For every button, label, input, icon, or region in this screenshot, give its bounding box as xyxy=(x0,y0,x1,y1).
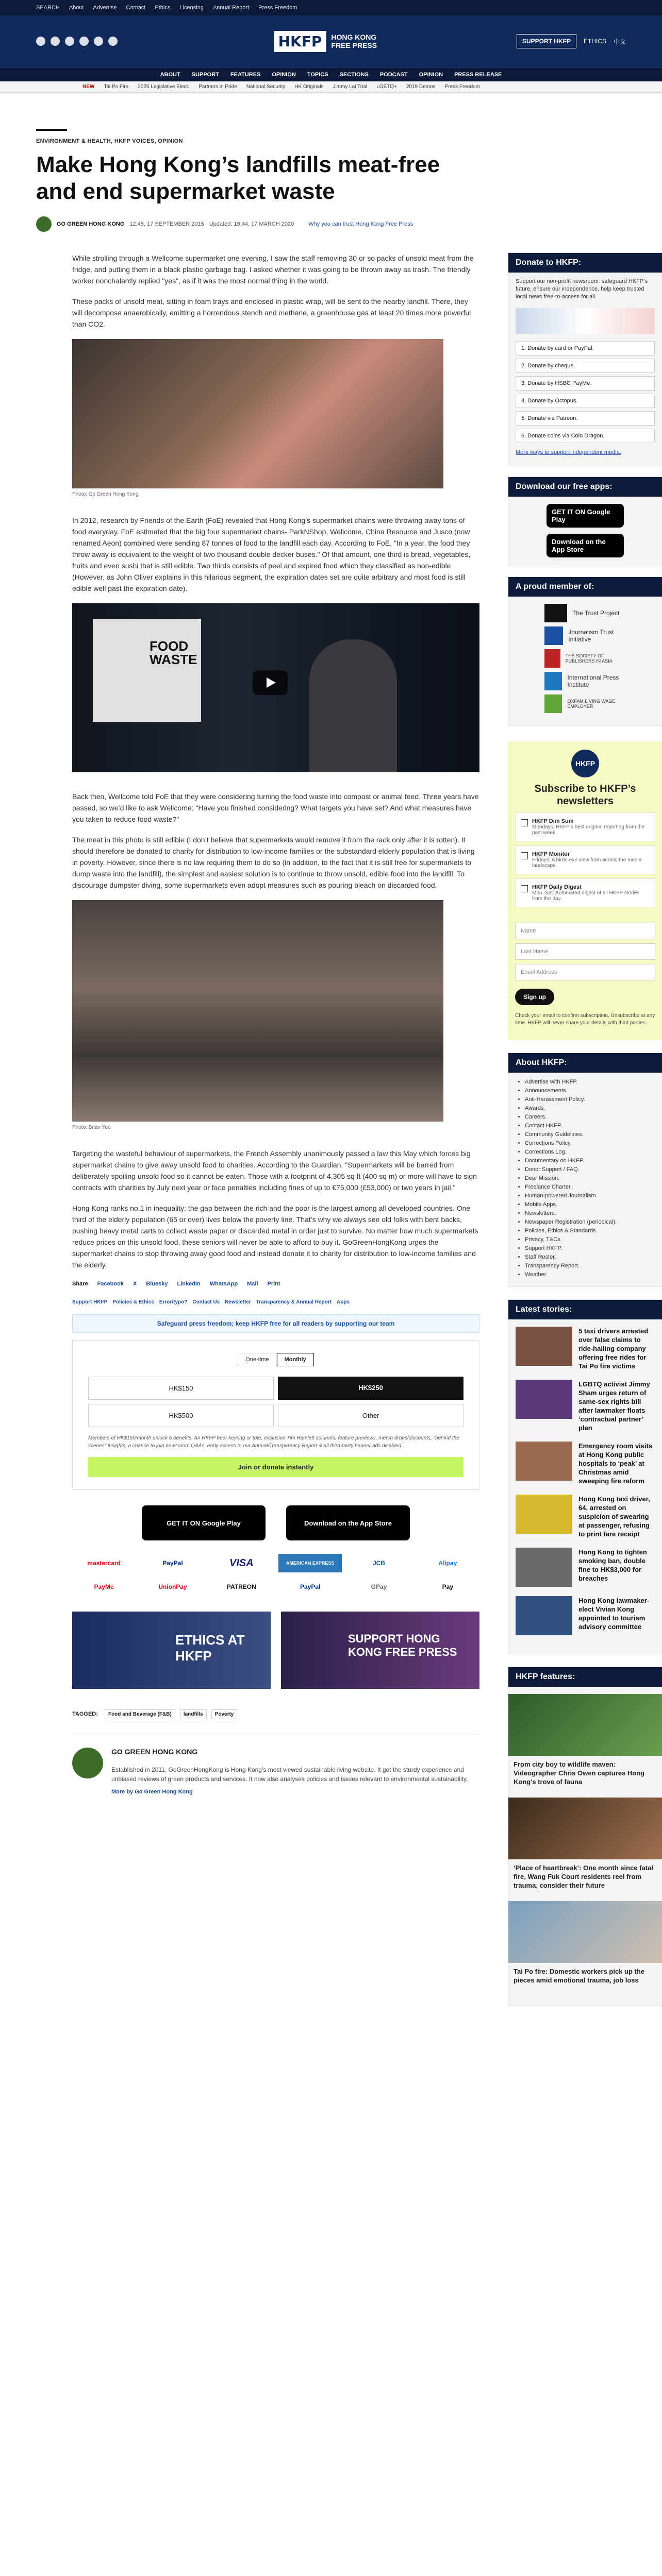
main-nav xyxy=(0,67,662,81)
about-link[interactable]: • Human-powered Journalism. xyxy=(525,1192,655,1200)
share-mail-link[interactable]: Mail xyxy=(247,1281,258,1287)
story-title: LGBTQ activist Jimmy Sham urges return of same-sex rights bill after lawmaker floats ‘contractual partner’ plan xyxy=(578,1380,650,1432)
nav-topics[interactable]: TOPICS xyxy=(307,71,328,78)
paypal-icon-2: PayPal xyxy=(300,1583,321,1590)
threads-icon[interactable] xyxy=(94,37,103,46)
social-icons xyxy=(36,37,118,46)
share-x-link[interactable]: X xyxy=(133,1281,137,1287)
author-more-link[interactable]: More by Go Green Hong Kong xyxy=(111,1789,193,1795)
google-play-badge[interactable]: GET IT ON Google Play xyxy=(142,1505,266,1540)
ticker-item[interactable]: LGBTQ+ xyxy=(376,84,397,90)
topbar-link-press-freedom[interactable]: Press Freedom xyxy=(258,5,297,11)
author-box-avatar[interactable] xyxy=(72,1748,103,1778)
donate-option-cheque[interactable]: 2. Donate by cheque. xyxy=(516,359,655,373)
donate-option-payme[interactable]: 3. Donate by HSBC PayMe. xyxy=(516,376,655,391)
nav-opinion[interactable]: OPINION xyxy=(272,71,296,78)
about-link[interactable]: • Transparency Report. xyxy=(525,1262,655,1270)
option-desc: Fridays: A birds-eye view from across the media landscape. xyxy=(532,857,642,869)
latest-story[interactable] xyxy=(516,1380,655,1432)
topbar-link-search[interactable]: SEARCH xyxy=(36,5,60,11)
ticker-item[interactable]: Jimmy Lai Trial xyxy=(333,84,368,90)
chinese-link[interactable]: 中文 xyxy=(613,38,626,45)
about-link[interactable]: • Freelance Charter. xyxy=(525,1183,655,1192)
tag-link[interactable]: Food and Beverage (F&B) xyxy=(105,1709,175,1719)
about-link[interactable]: • Corrections Log. xyxy=(525,1148,655,1157)
newsletter-option-dimsum[interactable] xyxy=(515,812,655,841)
promo-title: ETHICS AT HKFP xyxy=(175,1632,245,1664)
ethics-link[interactable]: ETHICS xyxy=(583,38,606,45)
member-label: THE SOCIETY OF PUBLISHERS IN ASIA xyxy=(565,653,613,664)
story-thumbnail xyxy=(516,1495,572,1534)
checkbox[interactable] xyxy=(521,885,528,892)
features-title: HKFP features: xyxy=(508,1667,662,1687)
nav-sections[interactable]: SECTIONS xyxy=(339,71,369,78)
donate-text: Support our non-profit newsroom: safeguard HKFP’s future, ensure our independence, help keep trusted local news free-to-access for all. xyxy=(516,278,648,300)
about-link[interactable]: • Weather. xyxy=(525,1270,655,1279)
nav-press-release[interactable]: PRESS RELEASE xyxy=(454,71,502,78)
feature-title: ‘Place of heartbreak’: One month since fatal fire, Wang Fuk Court residents reel from trauma, consider their future xyxy=(514,1864,653,1889)
about-link[interactable]: • Community Guidelines. xyxy=(525,1130,655,1139)
payme-icon: PayMe xyxy=(94,1583,114,1590)
video-embed[interactable] xyxy=(72,603,479,772)
ticker-item[interactable]: 2019 Demos xyxy=(406,84,436,90)
about-link[interactable]: • Policies, Ethics & Standards. xyxy=(525,1227,655,1235)
safeguard-banner: Safeguard press freedom; keep HKFP free for all readers by supporting our team xyxy=(72,1314,479,1333)
link-support[interactable]: Support HKFP xyxy=(72,1299,108,1305)
paragraph: Targeting the wasteful behaviour of supermarkets, the French Assembly unanimously passed a law this May which forces big supermarket chains to give away unsold food to charities. According to the Guardian, "Supermarkets will be barred from deliberately spoiling unsold food so it cannot be eaten. Those with a footprint of 4,305 sq ft (400 sq m) or more will have to sign contracts with charities by July next year or face penalties including fines of up to €75,000 (£53,000) or two years in jail." xyxy=(72,1149,477,1192)
member-jti[interactable] xyxy=(544,624,626,647)
features-box xyxy=(508,1667,662,2006)
amount-150[interactable]: HK$150 xyxy=(88,1377,274,1400)
story-title: Hong Kong taxi driver, 64, arrested on suspicion of swearing at passenger, refusing to print fare receipt xyxy=(578,1495,650,1538)
oxfam-icon xyxy=(544,694,562,713)
about-links xyxy=(508,1073,662,1279)
x-icon[interactable] xyxy=(51,37,60,46)
elderly-worker-photo xyxy=(72,900,443,1122)
newsletter-option-digest[interactable] xyxy=(515,878,655,907)
member-label: Journalism Trust Initiative xyxy=(568,629,614,643)
tags-row xyxy=(72,1709,479,1719)
topbar-link-licensing[interactable]: Licensing xyxy=(179,5,204,11)
feature-title: Tai Po fire: Domestic workers pick up the pieces amid emotional trauma, job loss xyxy=(514,1968,645,1984)
unionpay-icon: UnionPay xyxy=(158,1583,187,1590)
logo-text: HONG KONG FREE PRESS xyxy=(331,33,377,49)
meat-waste-photo xyxy=(72,339,443,488)
visa-icon: VISA xyxy=(229,1557,254,1569)
story-thumbnail xyxy=(516,1327,572,1366)
play-icon[interactable] xyxy=(253,670,288,695)
payment-methods xyxy=(72,1554,479,1596)
trending-ticker xyxy=(0,81,662,93)
support-hkfp-button[interactable]: SUPPORT HKFP xyxy=(517,34,576,48)
sign-up-button[interactable]: Sign up xyxy=(515,989,554,1005)
top-utility-bar xyxy=(0,0,662,15)
paragraph: The meat in this photo is still edible (I don’t believe that supermarkets would remove it from the rack only after it is rotten). It should therefore be donated to charity for distribution to low-income families or the substandard elderly population that is living in poverty. However, since there is no law requiring them to do so (in addition, to the fact that it is still free for supermarkets to dump waste into the landfill), the simplest and easiest solution is to continue to throw unsold, edible food into the landfill. To discourage dumpster diving, some supermarkets even adopt measures such as pouring bleach on discarded food. xyxy=(72,836,475,889)
paypal-icon: PayPal xyxy=(162,1560,183,1567)
amex-icon: AMERICAN EXPRESS xyxy=(278,1554,342,1572)
nav-podcast[interactable]: PODCAST xyxy=(379,71,408,78)
jti-icon xyxy=(544,626,563,645)
feature-image xyxy=(508,1694,662,1756)
donate-option-card[interactable]: 1. Donate by card or PayPal. xyxy=(516,341,655,355)
checkbox[interactable] xyxy=(521,819,528,826)
ticker-new-label: NEW xyxy=(82,84,95,90)
ticker-item[interactable]: National Security xyxy=(246,84,286,90)
join-donate-button[interactable]: Join or donate instantly xyxy=(88,1457,464,1477)
members-title: A proud member of: xyxy=(508,577,662,597)
donate-cards-image xyxy=(516,308,655,334)
ticker-item[interactable]: HK Originals xyxy=(294,84,324,90)
member-sopa[interactable] xyxy=(544,647,626,670)
donate-option-patreon[interactable]: 5. Donate via Patreon. xyxy=(516,411,655,426)
latest-story[interactable] xyxy=(516,1327,655,1370)
youtube-icon[interactable] xyxy=(79,37,89,46)
membership-note: Members of HK$150/month unlock 6 benefits: An HKFP beer keyring or tote, exclusive Tim Hamlett columns, feature previews, merch drops/discounts, "behind the scenes" insights, a chance to join newsroom Q&As, early access to our Annual/Transparency Report & all third-party banner ads disabled. xyxy=(88,1435,459,1449)
nav-about[interactable]: ABOUT xyxy=(160,71,180,78)
donate-option-octopus[interactable]: 4. Donate by Octopus. xyxy=(516,394,655,408)
newsletter-title: Subscribe to HKFP’s newsletters xyxy=(534,783,636,807)
article-category[interactable]: ENVIRONMENT & HEALTH, HKFP VOICES, OPINION xyxy=(36,138,183,144)
apps-title: Download our free apps: xyxy=(508,477,662,497)
site-logo[interactable] xyxy=(274,31,388,52)
story-thumbnail xyxy=(516,1442,572,1481)
more-ways-link[interactable]: More ways to support independent media. xyxy=(516,449,621,455)
about-box xyxy=(508,1053,662,1287)
author-box-bio: Established in 2011, GoGreenHongKong is Hong Kong’s most viewed sustainable living website. It got the sturdy experience and unbiased reviews of green products and services. It now also analyses policies and issues relevant to environmental sustainability. xyxy=(111,1766,468,1783)
member-label: OXFAM LIVING WAGE EMPLOYER xyxy=(567,699,616,709)
alipay-icon: Alipay xyxy=(438,1560,457,1567)
member-label: International Press Institute xyxy=(567,674,619,688)
instagram-icon[interactable] xyxy=(65,37,74,46)
tag-link[interactable]: landfills xyxy=(180,1709,207,1719)
link-error[interactable]: Error/typo? xyxy=(159,1299,188,1305)
article-title: Make Hong Kong’s landfills meat-free and end supermarket waste xyxy=(36,152,440,204)
topbar-link-about[interactable]: About xyxy=(69,5,84,11)
video-label: FOOD WASTE xyxy=(150,638,197,667)
content-area xyxy=(0,129,662,2576)
about-link[interactable]: • Newspaper Registration (periodical). xyxy=(525,1218,655,1227)
sopa-icon xyxy=(544,649,560,668)
latest-story[interactable] xyxy=(516,1495,655,1538)
link-apps[interactable]: Apps xyxy=(337,1299,350,1305)
app-store-badge[interactable]: Download on the App Store xyxy=(286,1505,410,1540)
jcb-icon: JCB xyxy=(372,1560,385,1567)
support-promo-video[interactable] xyxy=(281,1612,479,1689)
story-title: Hong Kong lawmaker-elect Vivian Kong appointed to tourism advisory committee xyxy=(578,1597,650,1631)
byline xyxy=(36,216,626,232)
nav-opinion-2[interactable]: OPINION xyxy=(419,71,443,78)
story-thumbnail xyxy=(516,1380,572,1419)
member-ipi[interactable] xyxy=(544,670,626,692)
paragraph: Hong Kong ranks no.1 in inequality: the gap between the rich and the poor is the largest among all developed countries. One third of the elderly population (65 or over) lives below the poverty line. That’s why we always see old folks with bent backs, pushing heavy metal carts to collect waste paper or discarded metal in order just to survive. No matter how much supermarkets reduce prices on this unsold food, these seniors will never be able to afford to buy it. GoGreenHongKong urges the supermarket chains to stop throwing away good food and instead donate it to charity for distribution to low-income families and the elderly. xyxy=(72,1204,478,1269)
donate-option-coins[interactable]: 6. Donate coins via Coin Dragon. xyxy=(516,429,655,443)
topbar-link-ethics[interactable]: Ethics xyxy=(155,5,171,11)
sidebar xyxy=(508,252,662,2006)
name-field[interactable]: Name xyxy=(515,923,655,939)
ticker-item[interactable]: Tai Po Fire xyxy=(104,84,129,90)
link-contact[interactable]: Contact Us xyxy=(192,1299,220,1305)
about-link[interactable]: • Donor Support / FAQ. xyxy=(525,1165,655,1174)
feature-title: From city boy to wildlife maven: Videographer Chris Owen captures Hong Kong’s trove of fauna xyxy=(514,1760,645,1786)
ticker-item[interactable]: 2025 Legislative Elect. xyxy=(138,84,190,90)
amount-250[interactable]: HK$250 xyxy=(278,1377,464,1400)
feature-story[interactable] xyxy=(508,1901,662,1985)
ticker-item[interactable]: Partners in Pride xyxy=(198,84,237,90)
amount-500[interactable]: HK$500 xyxy=(88,1404,274,1427)
about-link[interactable]: • Anti-Harassment Policy. xyxy=(525,1095,655,1104)
about-link[interactable]: • Corrections Policy. xyxy=(525,1139,655,1148)
footer-links xyxy=(72,1299,479,1305)
nav-features[interactable]: FEATURES xyxy=(230,71,261,78)
newsletter-option-monitor[interactable] xyxy=(515,845,655,874)
apps-box xyxy=(508,477,662,566)
about-title: About HKFP: xyxy=(508,1053,662,1073)
about-link[interactable]: • Announcements. xyxy=(525,1087,655,1095)
amount-other[interactable]: Other xyxy=(278,1404,464,1427)
link-newsletter[interactable]: Newsletter xyxy=(225,1299,251,1305)
topbar-link-advertise[interactable]: Advertise xyxy=(93,5,117,11)
about-link[interactable]: • Awards. xyxy=(525,1104,655,1113)
share-linkedin-link[interactable]: LinkedIn xyxy=(177,1281,201,1287)
checkbox[interactable] xyxy=(521,852,528,859)
story-thumbnail xyxy=(516,1548,572,1587)
latest-story[interactable] xyxy=(516,1548,655,1587)
about-link[interactable]: • Mobile Apps. xyxy=(525,1200,655,1209)
donate-title: Donate to HKFP: xyxy=(508,253,662,273)
feature-story[interactable] xyxy=(508,1694,662,1786)
option-title: HKFP Dim Sum xyxy=(532,818,574,824)
tab-one-time[interactable]: One-time xyxy=(238,1353,276,1366)
about-link[interactable]: • Careers. xyxy=(525,1113,655,1122)
ticker-item[interactable]: Press Freedom xyxy=(444,84,480,90)
member-trust-project[interactable] xyxy=(544,602,626,624)
tag-link[interactable]: Poverty xyxy=(211,1709,238,1719)
about-link[interactable]: • Newsletters. xyxy=(525,1209,655,1218)
share-facebook-link[interactable]: Facebook xyxy=(97,1281,124,1287)
story-title: Hong Kong to tighten smoking ban, double fine to HK$3,000 for breaches xyxy=(578,1548,647,1582)
about-link[interactable]: • Documentary on HKFP. xyxy=(525,1157,655,1165)
about-link[interactable]: • Advertise with HKFP. xyxy=(525,1078,655,1087)
link-transparency[interactable]: Transparency & Annual Report xyxy=(256,1299,332,1305)
option-desc: Mondays: HKFP’s best original reporting from the past week. xyxy=(532,824,645,836)
member-oxfam[interactable] xyxy=(544,692,626,715)
story-title: Emergency room visits at Hong Kong public hospitals to ‘peak’ at Christmas amid sweeping fire reform xyxy=(578,1442,653,1485)
photo-caption: Photo: Brian Yeo. xyxy=(72,1125,112,1130)
about-link[interactable]: • Privacy, T&Cs. xyxy=(525,1235,655,1244)
author-name[interactable]: GO GREEN HONG KONG xyxy=(57,221,125,227)
article-body xyxy=(72,252,479,1795)
last-name-field[interactable]: Last Name xyxy=(515,943,655,960)
donation-widget xyxy=(72,1340,479,1490)
rss-icon[interactable] xyxy=(108,37,118,46)
logo-mark: HKFP xyxy=(274,31,326,52)
paragraph: While strolling through a Wellcome supermarket one evening, I saw the staff removing 30 or so packs of unsold meat from the fridge, and putting them in a black plastic garbage bag. I asked whether it was going to be thrown away as trash. The friendly worker nonchalantly replied "yes", as if it was the most normal thing in the world. xyxy=(72,254,474,285)
title-rule xyxy=(36,129,67,131)
video-presenter xyxy=(309,639,397,772)
ipi-icon xyxy=(544,672,562,690)
members-box xyxy=(508,577,662,726)
author-box-name[interactable]: GO GREEN HONG KONG xyxy=(111,1748,198,1756)
trust-project-icon xyxy=(544,604,567,622)
promo-title: SUPPORT HONG KONG FREE PRESS xyxy=(348,1632,457,1658)
site-header xyxy=(0,15,662,67)
gpay-icon: GPay xyxy=(371,1583,387,1590)
updated-date: Updated: 19:44, 17 MARCH 2020 xyxy=(209,221,294,227)
topbar-link-contact[interactable]: Contact xyxy=(126,5,146,11)
paragraph: These packs of unsold meat, sitting in foam trays and enclosed in plastic wrap, will be sent to the nearby landfill. There, they will decompose anaerobically, emitting a horrendous stench and methane, a greenhouse gas at least 20 times more powerful than CO2. xyxy=(72,297,471,328)
paragraph: Back then, Wellcome told FoE that they were considering turning the food waste into compost or animal feed. Three years have passed, so we’d like to ask Wellcome: "Have you finished considering? What targets you have set? And what measures have you taken to reduce food waste?" xyxy=(72,792,479,823)
publish-date: 12:45, 17 SEPTEMBER 2015 xyxy=(129,221,204,227)
author-avatar[interactable] xyxy=(36,216,52,232)
mastercard-icon: mastercard xyxy=(87,1560,121,1567)
share-bar xyxy=(72,1281,479,1287)
nav-support[interactable]: SUPPORT xyxy=(191,71,219,78)
newsletter-badge: HKFP xyxy=(571,750,599,777)
donate-box xyxy=(508,252,662,466)
topbar-link-annual-report[interactable]: Annual Report xyxy=(212,5,250,11)
newsletter-note: Check your email to confirm subscription. Unsubscribe at any time. HKFP will never share your details with third parties. xyxy=(515,1013,655,1026)
apple-pay-icon: Pay xyxy=(442,1583,453,1590)
about-link[interactable]: • Staff Roster. xyxy=(525,1253,655,1262)
about-link[interactable]: • Contact HKFP. xyxy=(525,1122,655,1130)
link-policies[interactable]: Policies & Ethics xyxy=(112,1299,154,1305)
option-title: HKFP Daily Digest xyxy=(532,884,582,890)
member-label: The Trust Project xyxy=(572,609,620,617)
latest-box xyxy=(508,1299,662,1654)
email-field[interactable]: Email Address xyxy=(515,964,655,980)
share-label: Share xyxy=(72,1281,88,1287)
sidebar-google-play-badge[interactable]: GET IT ON Google Play xyxy=(547,504,624,528)
feature-image xyxy=(508,1798,662,1859)
latest-story[interactable] xyxy=(516,1596,655,1635)
latest-story[interactable] xyxy=(516,1442,655,1485)
patreon-icon: PATREON xyxy=(226,1583,256,1590)
story-thumbnail xyxy=(516,1596,572,1635)
latest-title: Latest stories: xyxy=(508,1300,662,1319)
story-title: 5 taxi drivers arrested over false claims to ride-hailing company offering free rides for Tai Po fire victims xyxy=(578,1327,649,1370)
share-print-link[interactable]: Print xyxy=(267,1281,280,1287)
about-link[interactable]: • Support HKFP. xyxy=(525,1244,655,1253)
feature-image xyxy=(508,1901,662,1963)
feature-story[interactable] xyxy=(508,1798,662,1890)
author-box xyxy=(72,1735,479,1795)
paragraph: In 2012, research by Friends of the Earth (FoE) revealed that Hong Kong’s supermarket chains were throwing away tons of food everyday. FoE estimated that the big four supermarket chains- ParkNShop, Wellcome, China Resource and Jusco (now renamed Aeon) combined were sending 87 tonnes of food to the landfill each day. According to FoE, "In a year, the food they throw away is equivalent to the weight of two thousand double decker buses." Of that amount, one third is bread, vegetables, fruits and even sushi that is still edible. Two thirds consists of peel and expired food which they classified as non-edible (However, as John Oliver explains in this hilarious segment, the expiration dates set are quite arbitrary and most food is still edible well past the expiration date). xyxy=(72,516,471,592)
option-desc: Mon–Sat: Automated digest of all HKFP stories from the day. xyxy=(532,890,640,902)
photo-caption: Photo: Go Green Hong Kong. xyxy=(72,492,140,497)
ethics-promo-video[interactable] xyxy=(72,1612,271,1689)
share-whatsapp-link[interactable]: WhatsApp xyxy=(209,1281,238,1287)
option-title: HKFP Monitor xyxy=(532,851,570,857)
facebook-icon[interactable] xyxy=(36,37,45,46)
tags-label: TAGGED: xyxy=(72,1711,98,1717)
sidebar-app-store-badge[interactable]: Download on the App Store xyxy=(547,534,624,557)
video-thumbnail-art xyxy=(93,619,201,722)
trust-link[interactable]: Why you can trust Hong Kong Free Press xyxy=(308,221,413,227)
about-link[interactable]: • Dear Mission. xyxy=(525,1174,655,1183)
newsletter-box xyxy=(508,741,662,1040)
share-bluesky-link[interactable]: Bluesky xyxy=(146,1281,168,1287)
tab-monthly[interactable]: Monthly xyxy=(277,1353,314,1366)
